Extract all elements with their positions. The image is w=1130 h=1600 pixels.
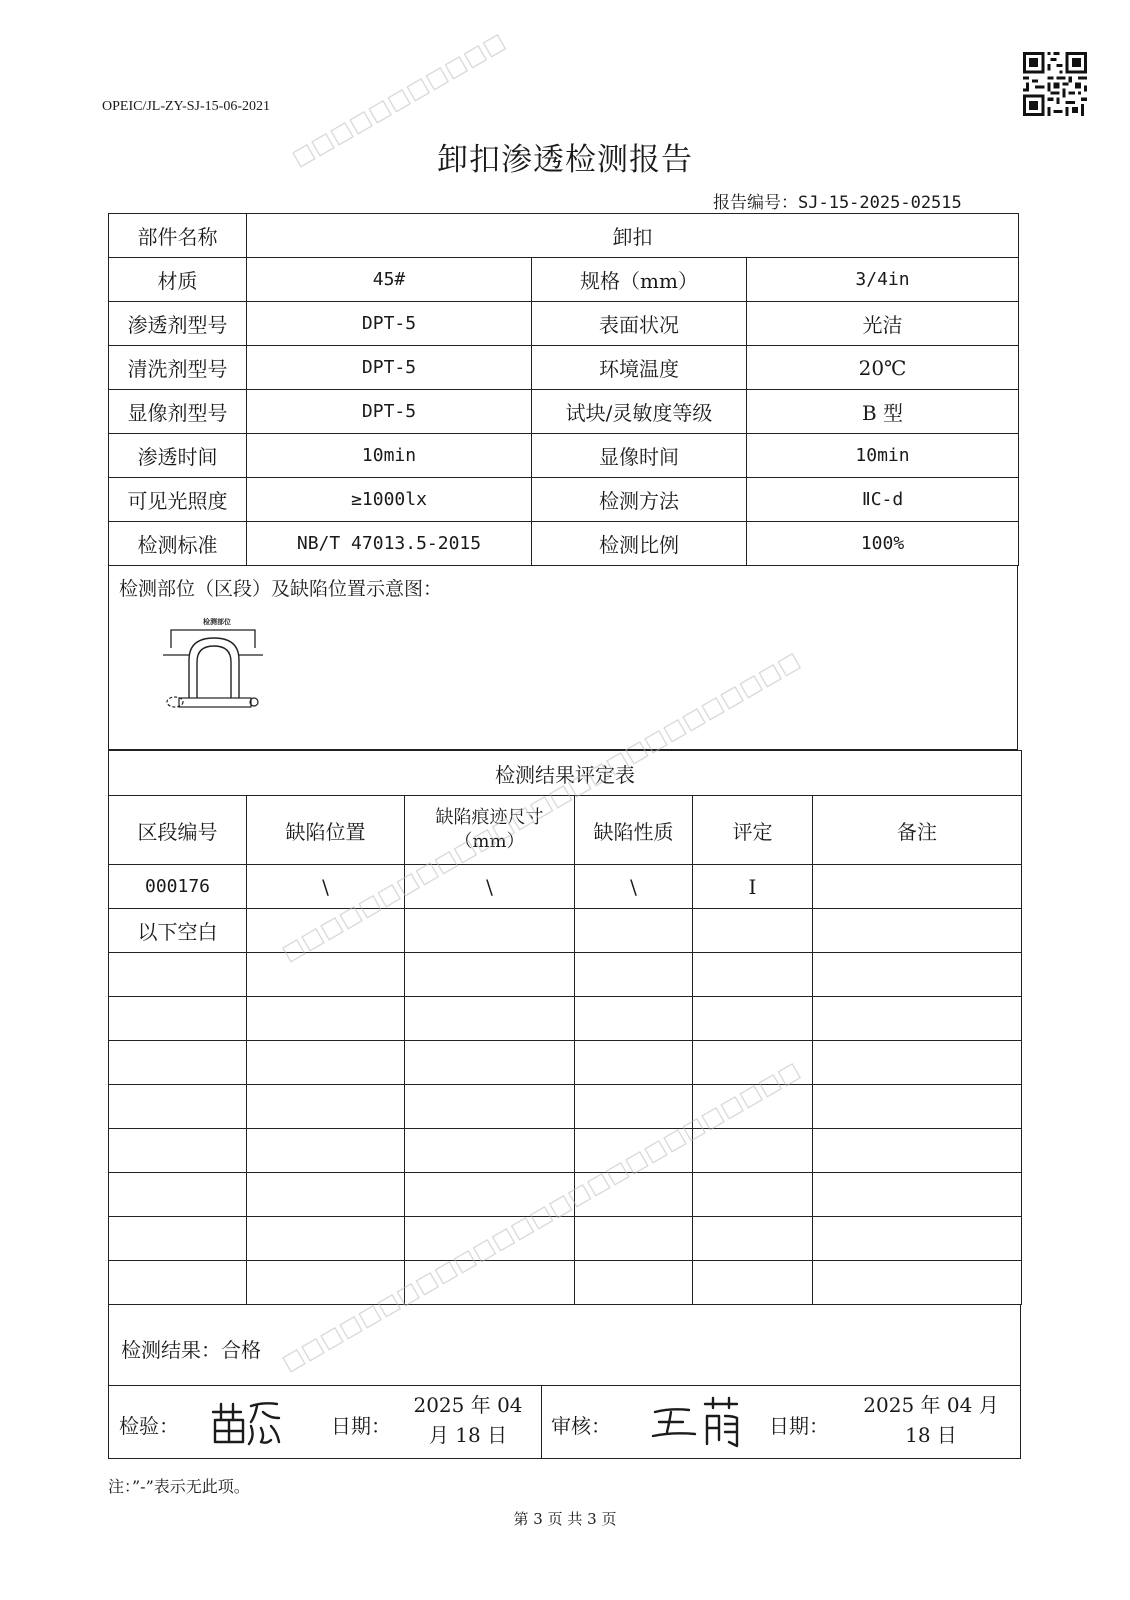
info-value: B 型 [747, 390, 1019, 434]
info-value: 光洁 [747, 302, 1019, 346]
date-label: 日期： [331, 1414, 391, 1438]
info-label: 检测标准 [109, 522, 247, 566]
info-value: ≥1000lx [247, 478, 532, 522]
table-row-empty [109, 1041, 1022, 1085]
report-title: 卸扣渗透检测报告 [437, 142, 693, 178]
review-date [851, 1390, 1011, 1450]
diagram-caption: 检测部位 [203, 618, 231, 626]
reviewer-label: 审核： [551, 1414, 611, 1438]
column-header: 评定 [693, 796, 813, 865]
inspect-date-line1: 2025 年 04 [413, 1393, 523, 1417]
info-value: 45# [247, 258, 532, 302]
document-code: OPEIC/JL-ZY-SJ-15-06-2021 [102, 99, 270, 114]
info-label: 显像剂型号 [109, 390, 247, 434]
table-row-empty [109, 997, 1022, 1041]
info-row [109, 302, 1019, 346]
info-value: NB/T 47013.5-2015 [247, 522, 532, 566]
table-cell: 000176 [109, 865, 247, 909]
defect-diagram-section [108, 566, 1018, 750]
info-value: DPT-5 [247, 302, 532, 346]
info-value: 卸扣 [247, 214, 1019, 258]
inspector-signature [207, 1396, 287, 1448]
reviewer-signature [649, 1394, 749, 1452]
qr-code-icon [1023, 52, 1087, 116]
results-title-row [109, 751, 1022, 796]
table-row [109, 865, 1022, 909]
inspect-date-line2: 月 18 日 [428, 1423, 508, 1447]
conclusion-text: 检测结果：合格 [121, 1338, 261, 1362]
info-row [109, 390, 1019, 434]
page-number: 第 3 页 共 3 页 [513, 1510, 617, 1528]
info-value: 10min [247, 434, 532, 478]
info-label: 检测方法 [532, 478, 747, 522]
results-header-row [109, 796, 1022, 865]
info-label: 检测比例 [532, 522, 747, 566]
column-header-line: 缺陷痕迹尺寸 [435, 807, 544, 828]
info-row [109, 258, 1019, 302]
report-number-label: 报告编号： [713, 193, 798, 213]
info-row [109, 346, 1019, 390]
table-cell: 以下空白 [109, 909, 247, 953]
date-label-2: 日期： [769, 1414, 829, 1438]
table-cell: \ [247, 865, 405, 909]
info-label: 部件名称 [109, 214, 247, 258]
table-cell [575, 909, 693, 953]
report-number-value: SJ-15-2025-02515 [798, 193, 962, 213]
info-row [109, 478, 1019, 522]
report-number [713, 188, 962, 213]
info-row [109, 522, 1019, 566]
table-cell [247, 909, 405, 953]
info-label: 清洗剂型号 [109, 346, 247, 390]
info-value: ⅡC-d [747, 478, 1019, 522]
column-header-unit: （mm） [454, 831, 525, 852]
review-date-line1: 2025 年 04 月 [863, 1393, 999, 1417]
info-value: DPT-5 [247, 346, 532, 390]
diagram-label: 检测部位（区段）及缺陷位置示意图： [119, 578, 443, 600]
info-label: 规格（mm） [532, 258, 747, 302]
footnote: 注：”-”表示无此项。 [108, 1477, 250, 1496]
info-label: 渗透剂型号 [109, 302, 247, 346]
info-row [109, 214, 1019, 258]
info-value: 20℃ [747, 346, 1019, 390]
table-row-empty [109, 1129, 1022, 1173]
inspector-label: 检验： [119, 1414, 179, 1438]
info-label: 环境温度 [532, 346, 747, 390]
table-cell: \ [575, 865, 693, 909]
info-label: 试块/灵敏度等级 [532, 390, 747, 434]
table-row [109, 909, 1022, 953]
column-header: 备注 [813, 796, 1022, 865]
table-cell: \ [405, 865, 575, 909]
table-cell [813, 865, 1022, 909]
info-value: 100% [747, 522, 1019, 566]
inspect-date [409, 1390, 527, 1450]
info-label: 表面状况 [532, 302, 747, 346]
table-row-empty [109, 1085, 1022, 1129]
info-row [109, 434, 1019, 478]
column-header [405, 796, 575, 865]
shackle-diagram [159, 616, 279, 721]
info-label: 可见光照度 [109, 478, 247, 522]
info-label: 材质 [109, 258, 247, 302]
info-value: 3/4in [747, 258, 1019, 302]
review-date-line2: 18 日 [905, 1423, 957, 1447]
table-row-empty [109, 1217, 1022, 1261]
table-row-empty [109, 953, 1022, 997]
table-row-empty [109, 1173, 1022, 1217]
results-table [108, 750, 1022, 1305]
info-value: DPT-5 [247, 390, 532, 434]
inspection-info-table [108, 213, 1019, 566]
column-header: 区段编号 [109, 796, 247, 865]
results-title: 检测结果评定表 [109, 751, 1022, 796]
table-cell: I [693, 865, 813, 909]
column-header: 缺陷位置 [247, 796, 405, 865]
table-cell [693, 909, 813, 953]
table-row-empty [109, 1261, 1022, 1305]
info-label: 显像时间 [532, 434, 747, 478]
signature-section [108, 1386, 1021, 1459]
table-cell [813, 909, 1022, 953]
info-label: 渗透时间 [109, 434, 247, 478]
info-value: 10min [747, 434, 1019, 478]
table-cell [405, 909, 575, 953]
signature-divider [541, 1386, 542, 1458]
conclusion-section [108, 1304, 1021, 1386]
column-header: 缺陷性质 [575, 796, 693, 865]
